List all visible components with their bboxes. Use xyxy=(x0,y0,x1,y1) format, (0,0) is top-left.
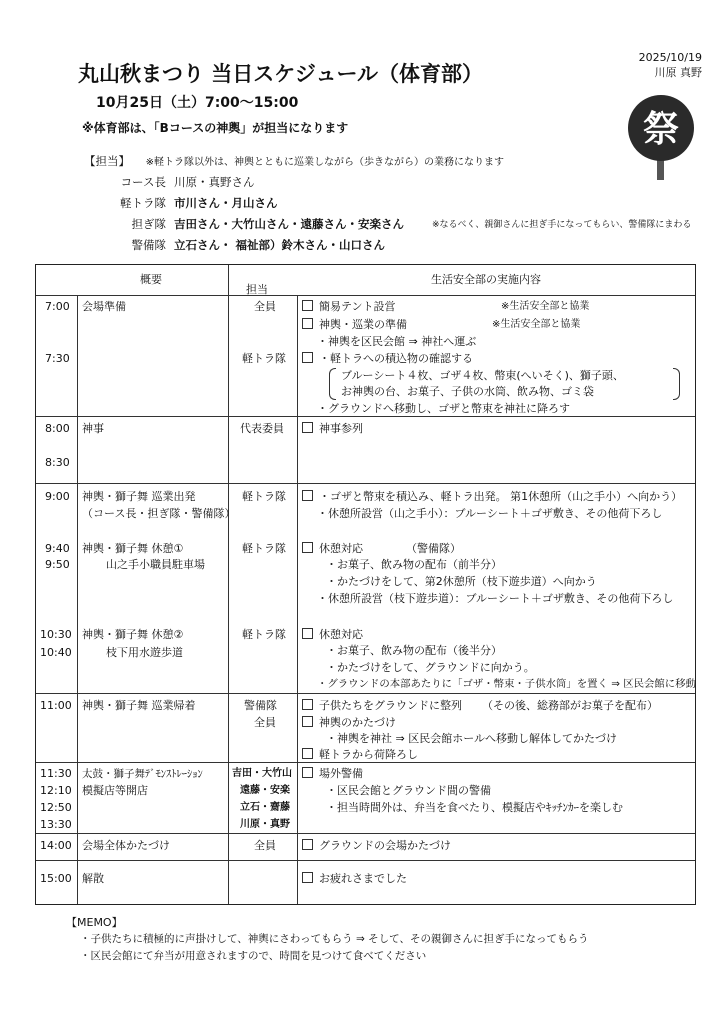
header-summary: 概要 xyxy=(140,273,162,286)
header-owner: 担当 xyxy=(246,283,268,296)
checkbox[interactable] xyxy=(302,628,313,639)
roles-heading-note: ※軽トラ隊以外は、神輿とともに巡業しながら（歩きながら）の業務になります xyxy=(145,157,505,168)
task-item: ・ゴザと幣束を積込み、軽トラ出発。 第1休憩所（山之手小）へ向かう） xyxy=(302,489,682,505)
task-item: 簡易テント設営 xyxy=(302,299,395,315)
task-note: ※生活安全部と協業 xyxy=(501,301,590,312)
memo-section xyxy=(66,914,588,965)
checkbox[interactable] xyxy=(302,422,313,433)
fan-char: 祭 xyxy=(642,109,680,150)
role-value: 立石さん・ 福祉部）鈴木さん・山口さん xyxy=(174,238,386,252)
checkbox[interactable] xyxy=(302,872,313,883)
task-sub: お神輿の台、お菓子、子供の水筒、飲み物、ゴミ袋 xyxy=(341,385,594,398)
role-label: 警備隊 xyxy=(131,238,166,252)
task-item: ・軽トラへの積込物の確認する xyxy=(302,351,473,367)
task-item: 軽トラから荷降ろし xyxy=(302,747,418,763)
memo-line: ・子供たちに積極的に声掛けして、神輿にさわってもらう ⇒ そして、その親御さんに担ぎ手になってもらう xyxy=(80,933,589,945)
header-content: 生活安全部の実施内容 xyxy=(431,273,541,286)
divider xyxy=(36,833,695,834)
time-cell: 11:00 xyxy=(40,699,72,712)
summary-cell: 神輿・獅子舞 休憩① xyxy=(82,542,184,555)
role-label: コース長 xyxy=(120,175,166,189)
time-cell: 10:30 xyxy=(40,628,72,641)
owner-cell: 全員 xyxy=(254,300,276,313)
summary-cell: 神輿・獅子舞 休憩② xyxy=(82,628,184,641)
time-cell: 9:00 xyxy=(45,490,70,503)
task-sub: ・区民会館とグラウンド間の警備 xyxy=(326,784,491,797)
task-item: 場外警備 xyxy=(302,766,363,782)
checkbox[interactable] xyxy=(302,699,313,710)
owner-cell: 代表委員 xyxy=(240,422,284,435)
task-sub: ・グラウンドの本部あたりに「ゴザ・幣束・子供水筒」を置く ⇒ 区民会館に移動 xyxy=(317,678,696,690)
bracket-right xyxy=(673,368,680,400)
owner-cell: 軽トラ隊 xyxy=(242,352,286,365)
owner-cell: 吉田・大竹山 xyxy=(232,768,292,779)
task-item: 神輿のかたづけ xyxy=(302,715,396,731)
task-sub: ・休憩所設営（山之手小）：ブルーシート＋ゴザ敷き、その他荷下ろし xyxy=(317,507,663,520)
course-note: ※体育部は、「Bコースの神輿」が担当になります xyxy=(82,121,349,135)
task-sub: ・休憩所設営（枝下遊歩道）：ブルーシート＋ゴザ敷き、その他荷下ろし xyxy=(317,592,674,605)
task-item: お疲れさまでした xyxy=(302,871,407,887)
time-cell: 14:00 xyxy=(40,839,72,852)
owner-cell: 川原・真野 xyxy=(240,819,290,830)
time-cell: 12:50 xyxy=(40,801,72,814)
owner-cell: 警備隊 xyxy=(244,699,277,712)
owner-cell: 全員 xyxy=(254,839,276,852)
task-sub: ブルーシート４枚、ゴザ４枚、幣束(へいそく)、獅子頭、 xyxy=(341,369,624,382)
task-sub: ・かたづけをして、グラウンドに向かう。 xyxy=(326,661,535,674)
roles-heading-row xyxy=(84,153,504,169)
checkbox[interactable] xyxy=(302,318,313,329)
divider xyxy=(297,295,298,904)
task-sub: ・神輿を神社 ⇒ 区民会館ホールへ移動し解体してかたづけ xyxy=(326,732,617,745)
divider xyxy=(36,295,695,296)
divider xyxy=(228,265,229,904)
time-cell: 11:30 xyxy=(40,767,72,780)
owner-cell: 軽トラ隊 xyxy=(242,542,286,555)
owner-cell: 遠藤・安楽 xyxy=(240,785,290,796)
task-item: 神輿・巡業の準備 xyxy=(302,317,407,333)
task-item: 休憩対応 xyxy=(302,541,363,557)
role-value: 吉田さん・大竹山さん・遠藤さん・安楽さん xyxy=(174,217,404,231)
divider xyxy=(36,693,695,694)
time-cell: 13:30 xyxy=(40,818,72,831)
memo-line: ・区民会館にて弁当が用意されますので、時間を見つけて食べてください xyxy=(80,950,427,962)
divider xyxy=(77,295,78,904)
task-note: （その後、総務部がお菓子を配布） xyxy=(482,699,658,712)
role-extra: ※なるべく、親御さんに担ぎ手になってもらい、警備隊にまわる xyxy=(432,220,692,230)
doc-author: 川原 真野 xyxy=(654,66,702,79)
divider xyxy=(36,483,695,484)
role-label: 担ぎ隊 xyxy=(131,217,166,231)
task-note: ※生活安全部と協業 xyxy=(492,319,581,330)
summary-cell: 神輿・獅子舞 巡業出発 xyxy=(82,490,196,503)
owner-cell: 立石・齋藤 xyxy=(240,802,290,813)
task-item: 神事参列 xyxy=(302,421,363,437)
task-sub: ・お菓子、飲み物の配布（後半分） xyxy=(326,644,502,657)
time-cell: 15:00 xyxy=(40,872,72,885)
summary-cell: 会場全体かたづけ xyxy=(82,839,170,852)
task-item: 休憩対応 xyxy=(302,627,363,643)
summary-cell: 模擬店等開店 xyxy=(82,784,148,797)
role-value: 川原・真野さん xyxy=(174,175,255,189)
roles-heading: 【担当】 xyxy=(84,154,130,168)
schedule-table xyxy=(35,264,696,905)
doc-meta xyxy=(639,50,702,80)
task-sub: ・神輿を区民会館 ⇒ 神社へ運ぶ xyxy=(317,335,477,348)
checkbox[interactable] xyxy=(302,839,313,850)
summary-cell: 会場準備 xyxy=(82,300,126,313)
festival-fan-icon xyxy=(626,92,696,182)
time-cell: 7:00 xyxy=(45,300,70,313)
page-title: 丸山秋まつり 当日スケジュール（体育部） xyxy=(78,62,484,86)
summary-cell: 太鼓・獅子舞ﾃﾞﾓﾝｽﾄﾚｰｼｮﾝ xyxy=(82,768,203,780)
task-item: 子供たちをグラウンドに整列 xyxy=(302,698,462,714)
owner-cell: 軽トラ隊 xyxy=(242,490,286,503)
checkbox[interactable] xyxy=(302,352,313,363)
task-item: グラウンドの会場かたづけ xyxy=(302,838,451,854)
summary-cell: 神輿・獅子舞 巡業帰着 xyxy=(82,699,196,712)
task-sub: ・かたづけをして、第2休憩所（枝下遊歩道）へ向かう xyxy=(326,575,597,588)
checkbox[interactable] xyxy=(302,542,313,553)
summary-cell: 山之手小職員駐車場 xyxy=(106,558,205,571)
time-cell: 12:10 xyxy=(40,784,72,797)
task-sub: ・担当時間外は、弁当を食べたり、模擬店やｷｯﾁﾝｶｰを楽しむ xyxy=(326,801,623,814)
bracket-left xyxy=(329,368,336,400)
role-label: 軽トラ隊 xyxy=(120,196,166,210)
time-cell: 7:30 xyxy=(45,352,70,365)
summary-cell: 解散 xyxy=(82,872,104,885)
checkbox[interactable] xyxy=(302,767,313,778)
summary-cell: 神事 xyxy=(82,422,104,435)
checkbox[interactable] xyxy=(302,300,313,311)
divider xyxy=(36,860,695,861)
event-date: 10月25日（土）7:00～15:00 xyxy=(96,95,299,111)
doc-date: 2025/10/19 xyxy=(638,51,702,64)
time-cell: 10:40 xyxy=(40,646,72,659)
summary-cell: 枝下用水遊歩道 xyxy=(106,646,183,659)
time-cell: 9:50 xyxy=(45,558,70,571)
memo-heading: 【MEMO】 xyxy=(66,916,123,929)
time-cell: 8:00 xyxy=(45,422,70,435)
task-note: （警備隊） xyxy=(406,542,461,555)
checkbox[interactable] xyxy=(302,490,313,501)
task-sub: ・お菓子、飲み物の配布（前半分） xyxy=(326,558,502,571)
owner-cell: 軽トラ隊 xyxy=(242,628,286,641)
time-cell: 8:30 xyxy=(45,456,70,469)
role-value: 市川さん・月山さん xyxy=(174,196,278,210)
summary-cell: （コース長・担ぎ隊・警備隊） xyxy=(82,507,236,520)
owner-cell: 全員 xyxy=(254,716,276,729)
task-sub: ・グラウンドへ移動し、ゴザと幣束を神社に降ろす xyxy=(317,402,570,415)
checkbox[interactable] xyxy=(302,748,313,759)
time-cell: 9:40 xyxy=(45,542,70,555)
checkbox[interactable] xyxy=(302,716,313,727)
